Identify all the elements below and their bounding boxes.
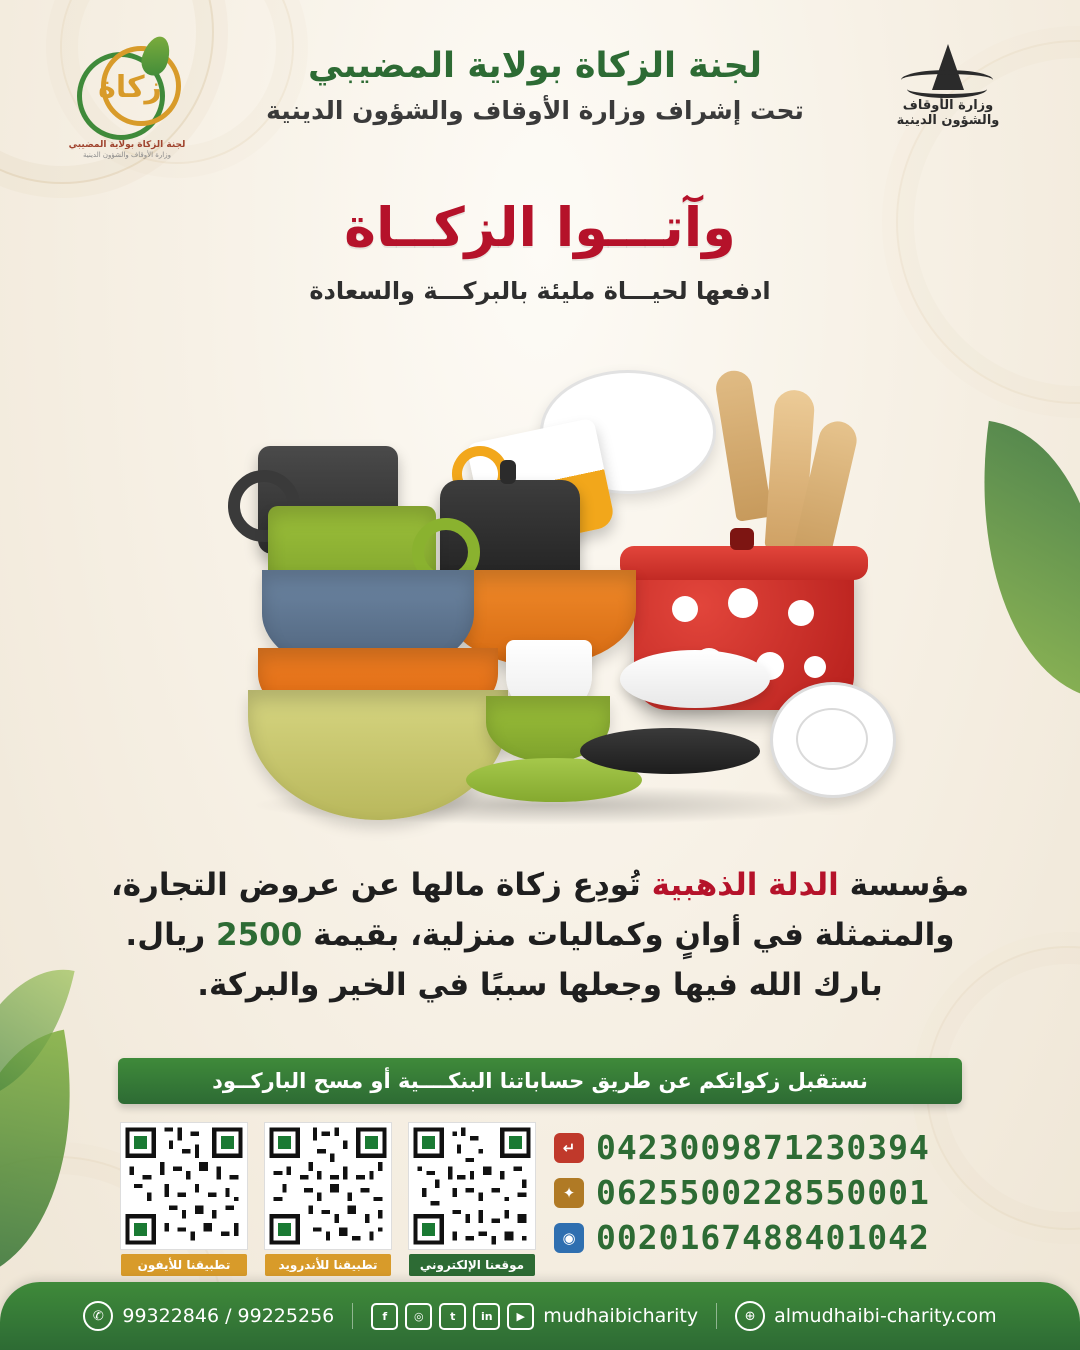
- saucer-ring: [796, 708, 868, 770]
- phone-icon: ✆: [83, 1301, 113, 1331]
- qr-website-label: موقعنا الإلكتروني: [409, 1254, 535, 1276]
- kitchen-dishes-illustration: [0, 360, 1080, 840]
- bank-gold-icon: ✦: [554, 1178, 584, 1208]
- bank-blue-icon: ◉: [554, 1223, 584, 1253]
- website-url[interactable]: almudhaibi-charity.com: [774, 1305, 997, 1327]
- footer-website[interactable]: [735, 1301, 997, 1331]
- footer-social[interactable]: [371, 1303, 698, 1330]
- polka-dot: [728, 588, 758, 618]
- phone-numbers[interactable]: 99322846 / 99225256: [122, 1305, 335, 1327]
- bank-account-row: [554, 1218, 984, 1257]
- bank-red-icon: ↵: [554, 1133, 584, 1163]
- polka-dot: [672, 596, 698, 622]
- donor-name: الدلة الذهبية: [651, 867, 839, 903]
- qr-iphone-label: تطبيقنا للأيفون: [121, 1254, 247, 1276]
- body-line-3: بارك الله فيها وجعلها سببًا في الخير والبركة.: [197, 967, 883, 1004]
- wooden-spoon-icon: [713, 368, 772, 522]
- page-subtitle: تحت إشراف وزارة الأوقاف والشؤون الدينية: [266, 96, 804, 126]
- body-line1-suffix: تُودِع زكاة مالها عن عروض التجارة،: [110, 867, 652, 903]
- poster-header: [0, 40, 1080, 190]
- twitter-icon[interactable]: t: [439, 1303, 466, 1330]
- decor-leaf-left: [0, 1030, 104, 1281]
- zakat-committee-logo: [52, 40, 202, 160]
- polka-dot: [804, 656, 826, 678]
- qr-android-label: تطبيقنا للأندرويد: [265, 1254, 391, 1276]
- body-line-1: [60, 860, 1020, 910]
- body-line2-prefix: والمتمثلة في أوانٍ وكماليات منزلية، بقيمة: [302, 917, 955, 954]
- qr-code-row: [115, 1122, 535, 1292]
- social-handle[interactable]: mudhaibicharity: [543, 1305, 699, 1327]
- pot-knob-icon: [730, 528, 754, 550]
- ministry-logo-text: وزارة الأوقاف والشؤون الدينية: [896, 98, 1000, 128]
- qr-website-icon[interactable]: [408, 1122, 536, 1250]
- slogan-main: وآتـــوا الزكــاة: [344, 196, 736, 259]
- instagram-icon[interactable]: ◎: [405, 1303, 432, 1330]
- social-icon-group[interactable]: [371, 1303, 534, 1330]
- zakat-logo-caption-main: لجنة الزكاة بولاية المضيبي: [68, 140, 186, 150]
- footer-divider: [352, 1303, 353, 1329]
- page-title: لجنة الزكاة بولاية المضيبي: [307, 46, 763, 86]
- plate-dark-icon: [580, 728, 760, 774]
- body-line1-prefix: مؤسسة: [838, 867, 970, 903]
- linkedin-icon[interactable]: in: [473, 1303, 500, 1330]
- teapot-knob-icon: [500, 460, 516, 484]
- bank-accounts-list: [554, 1128, 984, 1257]
- bank-account-row: [554, 1128, 984, 1167]
- body-line-2: [60, 910, 1020, 960]
- slogan-block: [0, 196, 1080, 305]
- polka-dot: [788, 600, 814, 626]
- zakat-logo-caption: [69, 140, 186, 160]
- qr-android-icon[interactable]: [264, 1122, 392, 1250]
- plate-white-icon: [620, 650, 770, 708]
- zakat-logo-icon: [71, 40, 183, 136]
- bank-account-row: [554, 1173, 984, 1212]
- header-titles: [202, 40, 868, 125]
- body-paragraph: [60, 860, 1020, 1011]
- zakat-logo-text: زكاة: [98, 70, 162, 105]
- youtube-icon[interactable]: ▶: [507, 1303, 534, 1330]
- bank-account-number: 0423009871230394: [596, 1128, 930, 1167]
- ministry-emblem: [868, 40, 1028, 140]
- footer-divider: [716, 1303, 717, 1329]
- oman-khanjar-icon: [893, 40, 1003, 140]
- body-line2-suffix: ريال.: [125, 917, 217, 954]
- bank-account-number: 0625500228550001: [596, 1173, 930, 1212]
- donation-amount: 2500: [216, 917, 303, 954]
- poster-footer: [0, 1282, 1080, 1350]
- zakat-logo-caption-sub: وزارة الأوقاف والشؤون الدينية: [83, 151, 171, 160]
- bank-account-number: 0020167488401042: [596, 1218, 930, 1257]
- qr-iphone-block[interactable]: [121, 1122, 247, 1292]
- slogan-sub: ادفعها لحيـــاة مليئة بالبركـــة والسعادة: [309, 277, 771, 305]
- pot-lid-icon: [620, 546, 868, 580]
- footer-phones[interactable]: [83, 1301, 334, 1331]
- qr-website-block[interactable]: [409, 1122, 535, 1292]
- facebook-icon[interactable]: f: [371, 1303, 398, 1330]
- globe-icon: ⊕: [735, 1301, 765, 1331]
- donation-methods-banner: نستقبل زكواتكم عن طريق حساباتنا البنكــــية أو مسح الباركــود: [118, 1058, 962, 1104]
- qr-android-block[interactable]: [265, 1122, 391, 1292]
- qr-iphone-icon[interactable]: [120, 1122, 248, 1250]
